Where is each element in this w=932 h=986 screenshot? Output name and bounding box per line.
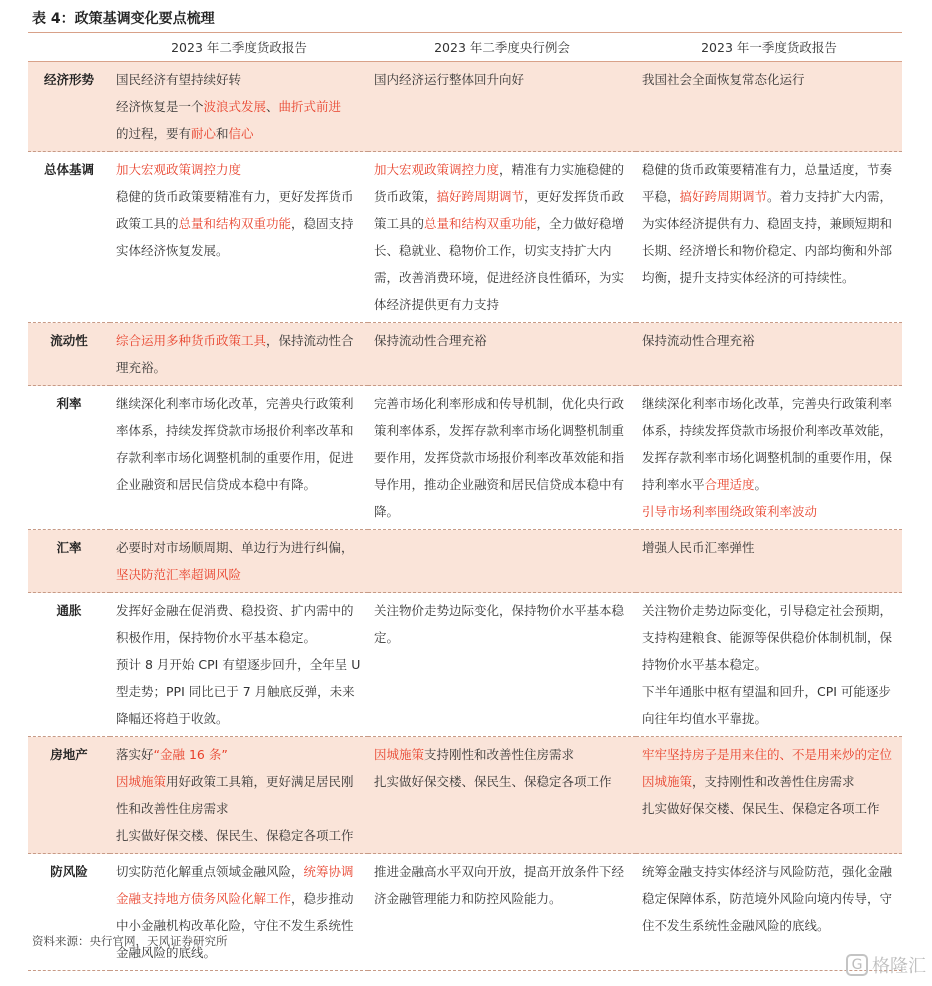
cell-text: 的过程，要有	[116, 126, 192, 141]
highlight-text: 牢牢坚持房子是用来住的、不是用来炒的定位	[642, 747, 893, 762]
row-label: 防风险	[50, 864, 88, 879]
row-label: 流动性	[50, 333, 88, 348]
cell-paragraph	[116, 741, 362, 768]
highlight-text: “金融 16 条”	[153, 747, 228, 762]
cell-text: 国内经济运行整体回升向好	[374, 72, 525, 87]
cell-paragraph	[374, 741, 630, 768]
cell-paragraph	[116, 93, 362, 120]
cell-text: 增强人民币汇率弹性	[642, 540, 755, 555]
source-note: 资料来源：央行官网，天风证券研究所	[32, 934, 228, 948]
cell-paragraph	[374, 597, 630, 651]
highlight-text: 总量和结构双重功能	[424, 216, 537, 231]
row-label: 房地产	[50, 747, 88, 762]
cell-text: 完善市场化利率形成和传导机制，优化央行政策利率体系，发挥存款利率市场化调整机制重要作用，发挥贷款市场报价利率改革效能和指导作用，推动企业融资和居民信贷成本稳中有降。	[374, 396, 625, 519]
row-label: 利率	[56, 396, 82, 411]
cell-q2-meeting	[368, 593, 636, 737]
cell-paragraph	[116, 183, 362, 264]
cell-q2-report	[110, 62, 368, 152]
cell-paragraph	[374, 858, 630, 912]
cell-text: ，更好发挥货币政策工具的	[374, 189, 625, 231]
cell-paragraph	[642, 327, 896, 354]
table-row	[28, 386, 902, 530]
cell-text: 关注物价走势边际变化，引导稳定社会预期，支持构建粮食、能源等保供稳价体制机制，保持物价水平基本稳定。	[642, 603, 893, 672]
table-row	[28, 530, 902, 593]
cell-q2-report	[110, 152, 368, 323]
cell-paragraph	[642, 534, 896, 561]
cell-text: 推进金融高水平双向开放，提高开放条件下经济金融管理能力和防控风险能力。	[374, 864, 625, 906]
cell-text: 切实防范化解重点领域金融风险，	[116, 864, 304, 879]
cell-text: 我国社会全面恢复常态化运行	[642, 72, 805, 87]
cell-q2-meeting	[368, 386, 636, 530]
cell-q2-report	[110, 386, 368, 530]
highlight-text: 总量和结构双重功能	[178, 216, 292, 231]
cell-text: 继续深化利率市场化改革，完善央行政策利率体系，持续发挥贷款市场报价利率改革和存款利率市场化调整机制的重要作用，促进企业融资和居民信贷成本稳中有降。	[116, 396, 354, 492]
cell-text: 保持流动性合理充裕	[642, 333, 755, 348]
cell-text: 扎实做好保交楼、保民生、保稳定各项工作	[374, 774, 612, 789]
cell-text: 、	[266, 99, 279, 114]
cell-paragraph	[374, 390, 630, 525]
cell-text: 扎实做好保交楼、保民生、保稳定各项工作	[116, 828, 354, 843]
highlight-text: 搞好跨周期调节	[679, 189, 768, 204]
cell-text: 。着力支持扩大内需，为实体经济提供有力、稳固支持，兼顾短期和长期、经济增长和物价稳定、内部均衡和外部均衡，提升支持实体经济的可持续性。	[642, 189, 893, 285]
highlight-text: 信心	[228, 126, 254, 141]
cell-paragraph	[116, 390, 362, 498]
cell-q1-report	[636, 737, 902, 854]
cell-text: 经济恢复是一个	[116, 99, 204, 114]
cell-text: 稳健的货币政策要精准有力，更好发挥货币政策工具的	[116, 189, 354, 231]
cell-text: ，精准有力实施稳健的货币政策，	[374, 162, 625, 204]
table-title: 表 4：政策基调变化要点梳理	[32, 11, 215, 27]
cell-q2-meeting	[368, 530, 636, 593]
table-row	[28, 593, 902, 737]
cell-paragraph	[116, 66, 362, 93]
highlight-text: 搞好跨周期调节	[436, 189, 525, 204]
cell-paragraph	[642, 795, 896, 822]
cell-q1-report	[636, 152, 902, 323]
cell-paragraph	[642, 390, 896, 498]
cell-paragraph	[116, 534, 362, 561]
cell-paragraph	[116, 561, 362, 588]
cell-text: 用好政策工具箱，更好满足居民刚性和改善性住房需求	[116, 774, 354, 816]
highlight-text: 综合运用多种货币政策工具	[116, 333, 267, 348]
cell-text: ，稳固支持实体经济恢复发展。	[116, 216, 354, 258]
table-row	[28, 62, 902, 152]
cell-text: ，稳步推动中小金融机构改革化险，守住不发生系统性金融风险的底线。	[116, 891, 354, 960]
cell-paragraph	[116, 597, 362, 651]
cell-paragraph	[116, 120, 362, 147]
cell-text: 继续深化利率市场化改革，完善央行政策利率体系，持续发挥贷款市场报价利率改革效能，发挥存款利率市场化调整机制的重要作用，保持利率水平	[642, 396, 893, 492]
header-q1-report: 2023 年一季度货政报告	[636, 33, 902, 62]
highlight-text: 合理适度	[704, 477, 755, 492]
cell-text: 扎实做好保交楼、保民生、保稳定各项工作	[642, 801, 880, 816]
cell-text: 国民经济有望持续好转	[116, 72, 242, 87]
highlight-text: 因城施策	[642, 774, 693, 789]
cell-paragraph	[374, 66, 630, 93]
row-label: 经济形势	[43, 72, 94, 87]
cell-text: ，保持流动性合理充裕。	[116, 333, 354, 375]
cell-paragraph	[374, 156, 630, 318]
policy-table	[28, 32, 902, 971]
cell-q1-report	[636, 323, 902, 386]
cell-q1-report	[636, 62, 902, 152]
watermark-text: 格隆汇	[872, 956, 926, 977]
row-label: 通胀	[56, 603, 82, 618]
cell-paragraph	[116, 822, 362, 849]
cell-paragraph	[116, 327, 362, 381]
cell-paragraph	[642, 498, 896, 525]
highlight-text: 坚决防范汇率超调风险	[116, 567, 242, 582]
cell-q1-report	[636, 530, 902, 593]
cell-text: 发挥好金融在促消费、稳投资、扩内需中的积极作用，保持物价水平基本稳定。	[116, 603, 354, 645]
row-label: 总体基调	[43, 162, 94, 177]
cell-q2-meeting	[368, 62, 636, 152]
highlight-text: 加大宏观政策调控力度	[374, 162, 500, 177]
cell-paragraph	[642, 858, 896, 939]
cell-text: 落实好	[116, 747, 154, 762]
table-row	[28, 737, 902, 854]
cell-q2-meeting	[368, 152, 636, 323]
cell-paragraph	[642, 741, 896, 768]
cell-text: 统筹金融支持实体经济与风险防范，强化金融稳定保障体系，防范境外风险向境内传导，守住不发生系统性金融风险的底线。	[642, 864, 893, 933]
cell-paragraph	[116, 858, 362, 966]
highlight-text: 曲折式前进	[278, 99, 342, 114]
cell-text: 关注物价走势边际变化，保持物价水平基本稳定。	[374, 603, 625, 645]
cell-q2-meeting	[368, 854, 636, 971]
table-row	[28, 323, 902, 386]
header-q2-meeting: 2023 年二季度央行例会	[368, 33, 636, 62]
cell-q2-meeting	[368, 737, 636, 854]
cell-paragraph	[116, 651, 362, 732]
table-body	[28, 62, 902, 971]
cell-text: 。	[754, 477, 768, 492]
row-label: 汇率	[56, 540, 82, 555]
cell-q2-report	[110, 854, 368, 971]
header-q2-report: 2023 年二季度货政报告	[110, 33, 368, 62]
cell-text: 和	[216, 126, 229, 141]
cell-paragraph	[642, 768, 896, 795]
cell-q2-report	[110, 737, 368, 854]
highlight-text: 引导市场利率围绕政策利率波动	[642, 504, 818, 519]
cell-paragraph	[642, 66, 896, 93]
table-row	[28, 854, 902, 971]
cell-text: 下半年通胀中枢有望温和回升，CPI 可能逐步向往年均值水平靠拢。	[642, 684, 891, 726]
cell-paragraph	[116, 156, 362, 183]
cell-paragraph	[642, 156, 896, 291]
cell-text: ，支持刚性和改善性住房需求	[692, 774, 855, 789]
cell-text: 稳健的货币政策要精准有力，总量适度，节奏平稳，	[642, 162, 893, 204]
cell-paragraph	[642, 678, 896, 732]
watermark	[846, 952, 926, 978]
cell-q2-meeting	[368, 323, 636, 386]
cell-q1-report	[636, 593, 902, 737]
cell-q1-report	[636, 386, 902, 530]
cell-paragraph	[374, 768, 630, 795]
table-row	[28, 152, 902, 323]
highlight-text: 耐心	[191, 126, 217, 141]
cell-text: 支持刚性和改善性住房需求	[424, 747, 575, 762]
header-corner	[28, 33, 110, 62]
cell-q2-report	[110, 323, 368, 386]
highlight-text: 统筹协调金融支持地方债务风险化解工作	[116, 864, 354, 906]
highlight-text: 波浪式发展	[203, 99, 267, 114]
highlight-text: 因城施策	[374, 747, 425, 762]
cell-text: ，全力做好稳增长、稳就业、稳物价工作，切实支持扩大内需，改善消费环境，促进经济良性循环，为实体经济提供更有力支持	[374, 216, 625, 312]
table-header-row	[28, 33, 902, 62]
gelonghui-logo-icon: G	[846, 954, 868, 976]
cell-q2-report	[110, 593, 368, 737]
cell-q2-report	[110, 530, 368, 593]
cell-text: 保持流动性合理充裕	[374, 333, 487, 348]
cell-text: 必要时对市场顺周期、单边行为进行纠偏，	[116, 540, 354, 555]
highlight-text: 加大宏观政策调控力度	[116, 162, 242, 177]
highlight-text: 因城施策	[116, 774, 167, 789]
cell-paragraph	[642, 597, 896, 678]
cell-text: 预计 8 月开始 CPI 有望逐步回升，全年呈 U 型走势；PPI 同比已于 7 月触底反弹，未来降幅还将趋于收敛。	[116, 657, 361, 726]
cell-paragraph	[116, 768, 362, 822]
cell-paragraph	[374, 327, 630, 354]
